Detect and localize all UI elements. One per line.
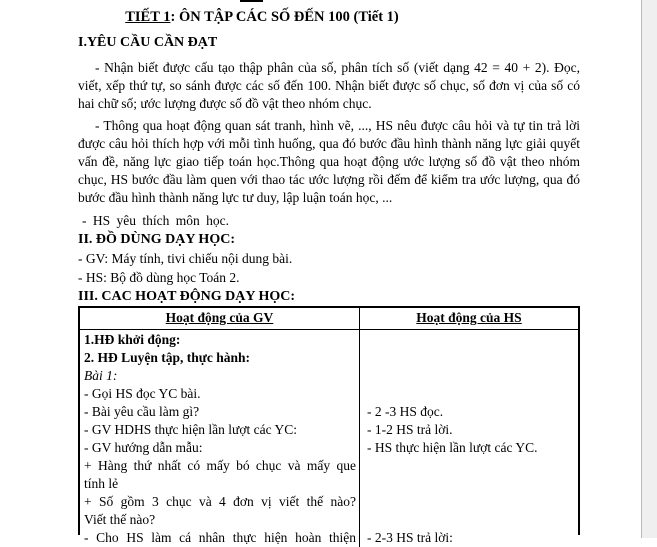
page-right-margin [641,0,657,538]
gv-activity-line: - GV hướng dẫn mẫu: [84,440,203,455]
lesson-title-number: TIẾT 1 [125,9,171,25]
gv-activity-line: Viết thế nào? [84,512,156,527]
gv-activity-line: - Gọi HS đọc YC bài. [84,386,201,401]
hs-activity-line [367,457,576,475]
lesson-title [0,8,524,26]
hs-activity-line: - 2 -3 HS đọc. [367,404,444,419]
hs-activity-line: - 2-3 HS trả lời: [367,530,453,545]
hs-activity-line: - HS thực hiện lần lượt các YC. [367,440,538,455]
gv-activity-line: + Số gồm 3 chục và 4 đơn vị viết thế nào? [84,494,356,509]
hs-activity-line [367,475,576,493]
section-iii-heading: III. CAC HOẠT ĐỘNG DẠY HỌC: [78,289,296,304]
hs-activity-line [367,493,576,511]
gv-activity-line: - Cho HS làm cá nhân thực hiện hoàn thiện [84,530,356,545]
activities-table-header-row [80,308,578,330]
section-ii-heading: II. ĐỒ DÙNG DẠY HỌC: [78,232,235,247]
hs-activity-line [367,349,576,367]
teaching-aids-hs-line: - HS: Bộ đồ dùng học Toán 2. [78,270,240,285]
hs-activity-line: - 1-2 HS trả lời. [367,422,453,437]
gv-activity-line: 1.HĐ khởi động: [84,332,181,347]
document-body [78,34,580,545]
lesson-title-text: : ÔN TẬP CÁC SỐ ĐẾN 100 (Tiết 1) [170,9,399,25]
hs-column-header: Hoạt động của HS [416,310,522,325]
top-underline-fragment [240,0,263,2]
objectives-paragraph-2: - Thông qua hoạt động quan sát tranh, hình vẽ, ..., HS nêu được câu hỏi và tự tin trả lời được câu hỏi thích hợp với mỗi tình huống, qua đó bước đầu hình thành năng lực giải quyết vấn đề, năng lực giao tiếp toán học.Thông qua hoạt động ước lượng số đồ vật theo nhóm chục, HS bước đầu làm quen với thao tác ước lượng rồi đếm để kiểm tra ước lượng, qua đó bước đầu hình thành năng lực tư duy, lập luận toán học, ... [78,118,580,205]
gv-activity-line: + Hàng thứ nhất có mấy bó chục và mấy que [84,458,356,473]
objectives-paragraph-1: - Nhận biết được cấu tạo thập phân của số, phân tích số (viết dạng 42 = 40 + 2). Đọc, viết, xếp thứ tự, so sánh được các số đến 100. Nhận biết được số chục, số đơn vị của số có hai chữ số; ước lượng được số đồ vật theo nhóm chục. [78,60,580,111]
gv-activity-line: Bài 1: [84,368,118,383]
gv-activity-line: - Bài yêu cầu làm gì? [84,404,200,419]
hs-activity-line [367,511,576,529]
objectives-paragraph-3: - HS yêu thích môn học. [82,213,229,228]
activities-table [78,306,580,545]
section-i-heading: I.YÊU CẦU CẦN ĐẠT [78,35,218,50]
gv-activity-line: 2. HĐ Luyện tập, thực hành: [84,350,251,365]
teaching-aids-gv-line: - GV: Máy tính, tivi chiếu nội dung bài. [78,251,293,266]
gv-activities-cell [80,330,360,547]
activities-table-body [80,330,578,547]
hs-activities-cell [360,330,578,547]
hs-activity-line [367,367,576,385]
hs-activity-line [367,385,576,403]
gv-activity-line: - GV HDHS thực hiện lần lượt các YC: [84,422,297,437]
gv-activity-line: tính lẻ [84,476,119,491]
gv-column-header: Hoạt động của GV [80,308,360,329]
hs-activity-line [367,331,576,349]
